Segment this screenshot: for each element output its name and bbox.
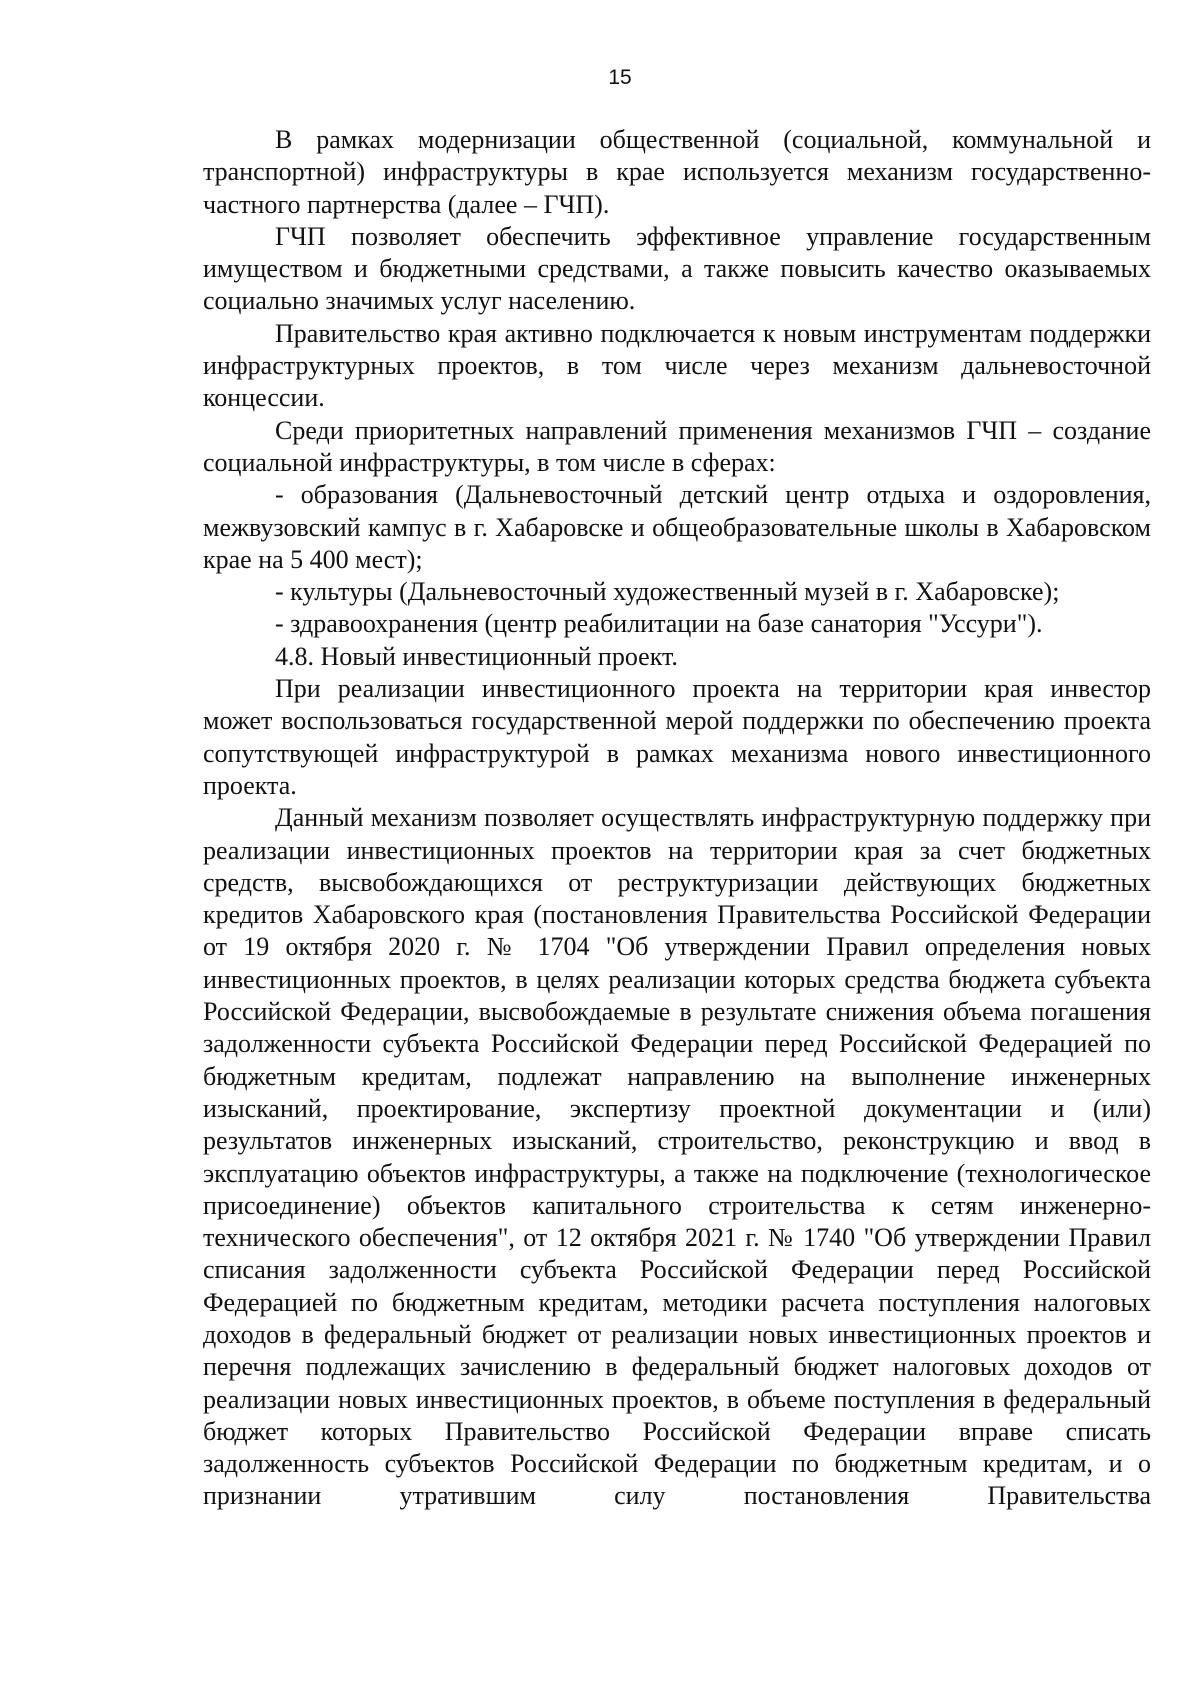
list-item-education: - образования (Дальневосточный детский центр отдыха и оздоровления, межвузовский кампус в г. Хабаровске и общеобразовательные школы в Хабаровском крае на 5 400 мест);: [203, 480, 1151, 574]
page-number: 15: [608, 66, 632, 89]
paragraph-gchp-intro: В рамках модернизации общественной (социальной, коммунальной и транспортной) инфраструктуры в крае используется механизм государственно-частного партнерства (далее – ГЧП).: [203, 125, 1151, 219]
list-item-healthcare: - здравоохранения (центр реабилитации на базе санатория "Уссури").: [275, 609, 1043, 639]
section-heading-4-8: 4.8. Новый инвестиционный проект.: [275, 641, 678, 671]
paragraph-government-tools: Правительство края активно подключается к новым инструментам поддержки инфраструктурных проектов, в том числе через механизм дальневосточной концессии.: [203, 318, 1151, 413]
document-body: [203, 124, 1151, 1513]
paragraph-priority-directions: Среди приоритетных направлений применения механизмов ГЧП – создание социальной инфраструктуры, в том числе в сферах:: [203, 415, 1151, 477]
paragraph-gchp-benefits: ГЧП позволяет обеспечить эффективное управление государственным имуществом и бюджетными средствами, а также повысить качество оказываемых социально значимых услуг населению.: [203, 221, 1151, 316]
paragraph-investor-support: При реализации инвестиционного проекта на территории края инвестор может воспользоваться государственной мерой поддержки по обеспечению проекта сопутствующей инфраструктурой в рамках механизма нового инвестиционного проекта.: [203, 674, 1151, 800]
list-item-culture: - культуры (Дальневосточный художественный музей в г. Хабаровске);: [275, 577, 1060, 607]
paragraph-mechanism-details: Данный механизм позволяет осуществлять инфраструктурную поддержку при реализации инвестиционных проектов на территории края за счет бюджетных средств, высвобождающихся от реструктуризации действующих бюджетных кредитов Хабаровского края (постановления Правительства Российской Федерации от 19 октября 2020 г. № 1704 "Об утверждении Правил определения новых инвестиционных проектов, в целях реализации которых средства бюджета субъекта Российской Федерации, высвобождаемые в результате снижения объема погашения задолженности субъекта Российской Федерации перед Российской Федерацией по бюджетным кредитам, подлежат направлению на выполнение инженерных изысканий, проектирование, экспертизу проектной документации и (или) результатов инженерных изысканий, строительство, реконструкцию и ввод в эксплуатацию объектов инфраструктуры, а также на подключение (технологическое присоединение) объектов капитального строительства к сетям инженерно-технического обеспечения", от 12 октября 2021 г. № 1740 "Об утверждении Правил списания задолженности субъекта Российской Федерации перед Российской Федерацией по бюджетным кредитам, методики расчета поступления налоговых доходов в федеральный бюджет от реализации новых инвестиционных проектов и перечня подлежащих зачислению в федеральный бюджет налоговых доходов от реализации новых инвестиционных проектов, в объеме поступления в федеральный бюджет которых Правительство Российской Федерации вправе списать задолженность субъектов Российской Федерации по бюджетным кредитам, и о признании утратившим силу постановления Правительства: [203, 803, 1151, 1511]
